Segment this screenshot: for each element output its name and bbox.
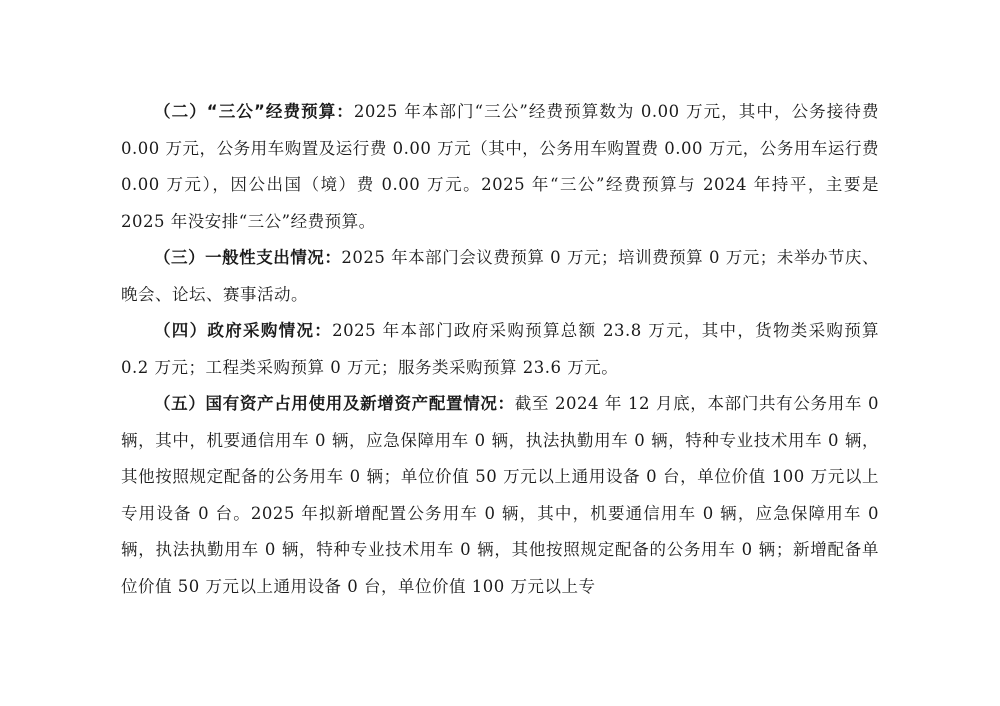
document-body (121, 94, 879, 605)
paragraph-text: 2025 年本部门政府采购预算总额 23.8 万元，其中，货物类采购预算 0.2 万元；工程类采购预算 0 万元；服务类采购预算 23.6 万元。 (121, 321, 880, 377)
section-heading: （四）政府采购情况： (154, 321, 333, 340)
paragraph-general-expenditure (121, 240, 879, 313)
section-heading: （五）国有资产占用使用及新增资产配置情况： (154, 394, 515, 413)
paragraph-text: 2025 年本部门会议费预算 0 万元；培训费预算 0 万元；未举办节庆、晚会、论坛、赛事活动。 (121, 248, 879, 304)
paragraph-government-procurement (121, 313, 879, 386)
section-heading: （二）“三公”经费预算： (154, 102, 354, 121)
paragraph-state-assets (121, 386, 879, 605)
section-heading: （三）一般性支出情况： (154, 248, 342, 267)
paragraph-text: 2025 年本部门“三公”经费预算数为 0.00 万元，其中，公务接待费 0.00 万元，公务用车购置及运行费 0.00 万元（其中，公务用车购置费 0.00 万元，公务用车运行费 0.00 万元），因公出国（境）费 0.00 万元。2025 年“三公”经费预算与 2024 年持平，主要是 2025 年没安排“三公”经费预算。 (121, 102, 879, 231)
paragraph-sangong-budget (121, 94, 879, 240)
paragraph-text: 截至 2024 年 12 月底，本部门共有公务用车 0 辆，其中，机要通信用车 0 辆，应急保障用车 0 辆，执法执勤用车 0 辆，特种专业技术用车 0 辆，其他按照规定配备的公务用车 0 辆；单位价值 50 万元以上通用设备 0 台，单位价值 100 万元以上专用设备 0 台。2025 年拟新增配置公务用车 0 辆，其中，机要通信用车 0 辆，应急保障用车 0 辆，执法执勤用车 0 辆，特种专业技术用车 0 辆，其他按照规定配备的公务用车 0 辆；新增配备单位价值 50 万元以上通用设备 0 台，单位价值 100 万元以上专 (121, 394, 879, 596)
